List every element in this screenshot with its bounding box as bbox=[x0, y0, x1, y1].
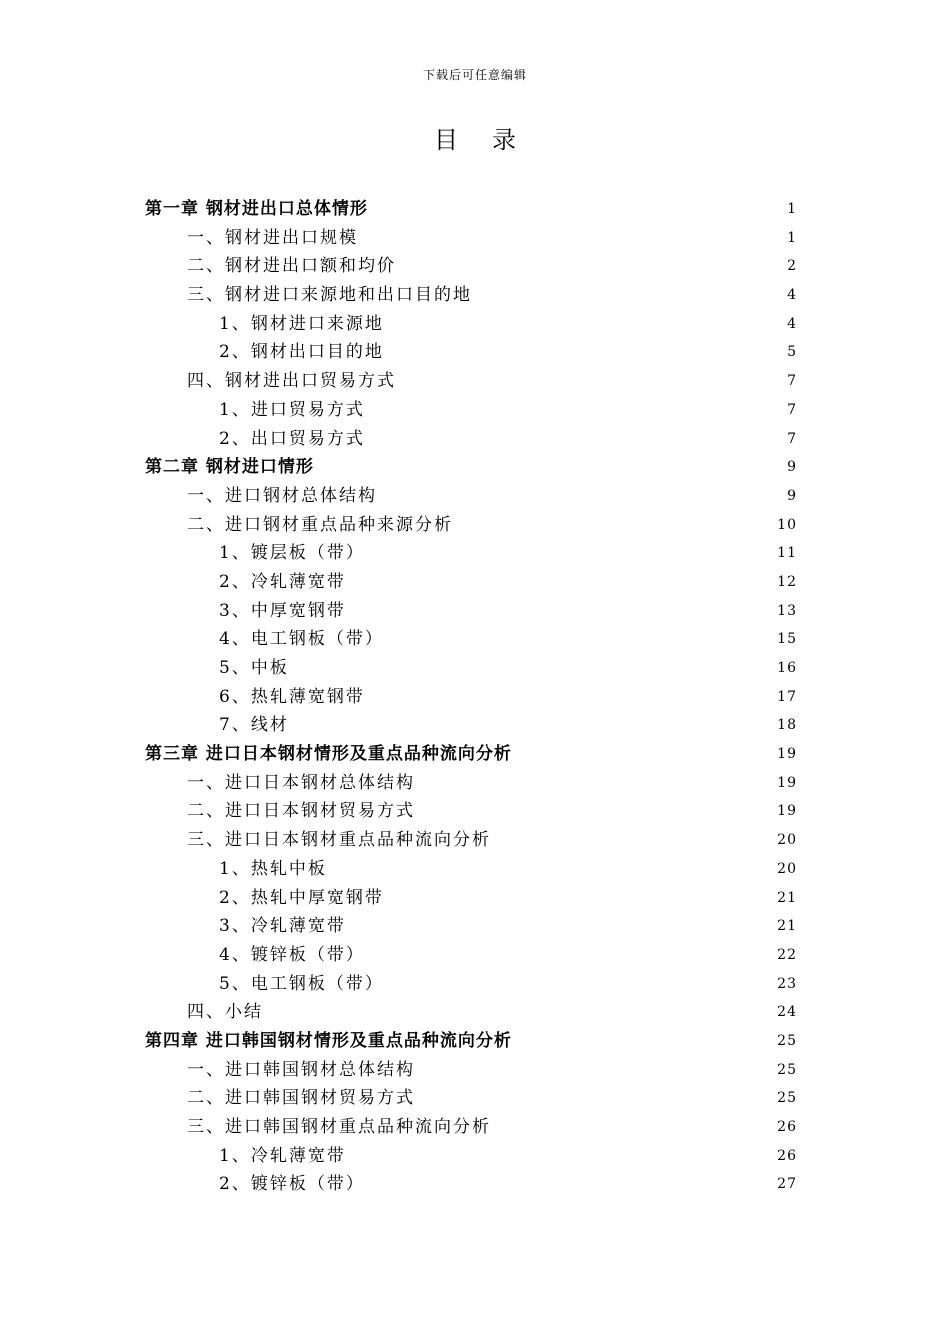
toc-section-entry[interactable] bbox=[145, 797, 800, 826]
toc-section-entry[interactable] bbox=[145, 310, 800, 339]
toc-section-entry[interactable] bbox=[145, 224, 800, 253]
toc-section-entry[interactable] bbox=[145, 625, 800, 654]
toc-entry-page-number: 24 bbox=[777, 1004, 797, 1021]
toc-entry-page-number: 17 bbox=[777, 688, 797, 705]
toc-entry-label: 第四章 进口韩国钢材情形及重点品种流向分析 bbox=[145, 1030, 512, 1051]
toc-entry-label: 1、热轧中板 bbox=[219, 858, 327, 879]
toc-entry-label: 1、冷轧薄宽带 bbox=[219, 1145, 346, 1166]
toc-entry-page-number: 5 bbox=[787, 344, 797, 361]
toc-section-entry[interactable] bbox=[145, 539, 800, 568]
toc-entry-label: 四、钢材进出口贸易方式 bbox=[187, 371, 396, 392]
toc-section-entry[interactable] bbox=[145, 941, 800, 970]
toc-entry-label: 4、镀锌板（带） bbox=[219, 944, 365, 965]
toc-entry-label: 三、钢材进口来源地和出口目的地 bbox=[187, 285, 472, 306]
toc-section-entry[interactable] bbox=[145, 482, 800, 511]
toc-entry-page-number: 23 bbox=[777, 975, 797, 992]
toc-section-entry[interactable] bbox=[145, 281, 800, 310]
title-char-2: 录 bbox=[492, 126, 516, 154]
toc-entry-page-number: 1 bbox=[787, 229, 797, 246]
toc-entry-label: 2、镀锌板（带） bbox=[219, 1174, 365, 1195]
toc-entry-page-number: 25 bbox=[777, 1061, 797, 1078]
toc-entry-page-number: 16 bbox=[777, 660, 797, 676]
toc-entry-label: 一、进口钢材总体结构 bbox=[187, 485, 377, 506]
toc-entry-page-number: 4 bbox=[787, 315, 797, 332]
toc-entry-label: 3、冷轧薄宽带 bbox=[219, 916, 346, 937]
toc-section-entry[interactable] bbox=[145, 367, 800, 396]
toc-entry-page-number: 19 bbox=[777, 803, 797, 820]
toc-entry-page-number: 9 bbox=[787, 459, 797, 476]
toc-entry-page-number: 27 bbox=[777, 1176, 797, 1193]
toc-section-entry[interactable] bbox=[145, 884, 800, 913]
toc-entry-page-number: 1 bbox=[787, 201, 797, 217]
toc-section-entry[interactable] bbox=[145, 855, 800, 884]
toc-section-entry[interactable] bbox=[145, 769, 800, 798]
toc-entry-page-number: 20 bbox=[777, 860, 797, 877]
toc-entry-page-number: 10 bbox=[777, 516, 797, 533]
toc-entry-label: 三、进口韩国钢材重点品种流向分析 bbox=[187, 1117, 491, 1137]
toc-entry-label: 二、进口钢材重点品种来源分析 bbox=[187, 514, 453, 535]
toc-entry-page-number: 7 bbox=[787, 401, 797, 418]
toc-entry-label: 二、钢材进出口额和均价 bbox=[187, 256, 396, 277]
toc-chapter-entry[interactable] bbox=[145, 195, 800, 224]
toc-entry-label: 2、钢材出口目的地 bbox=[219, 342, 384, 363]
toc-entry-label: 7、线材 bbox=[219, 715, 289, 736]
toc-section-entry[interactable] bbox=[145, 1142, 800, 1171]
toc-entry-page-number: 21 bbox=[777, 918, 797, 935]
toc-section-entry[interactable] bbox=[145, 711, 800, 740]
toc-entry-label: 三、进口日本钢材重点品种流向分析 bbox=[187, 830, 491, 851]
toc-section-entry[interactable] bbox=[145, 425, 800, 454]
toc-entry-label: 1、进口贸易方式 bbox=[219, 399, 365, 420]
toc-entry-label: 1、钢材进口来源地 bbox=[219, 313, 384, 334]
toc-entry-page-number: 18 bbox=[777, 717, 797, 734]
toc-section-entry[interactable] bbox=[145, 568, 800, 597]
toc-entry-page-number: 7 bbox=[787, 430, 797, 447]
toc-entry-label: 二、进口日本钢材贸易方式 bbox=[187, 801, 415, 822]
toc-section-entry[interactable] bbox=[145, 338, 800, 367]
toc-section-entry[interactable] bbox=[145, 998, 800, 1027]
toc-entry-label: 一、进口韩国钢材总体结构 bbox=[187, 1059, 415, 1080]
toc-entry-page-number: 26 bbox=[777, 1119, 797, 1135]
toc-entry-label: 2、出口贸易方式 bbox=[219, 428, 365, 449]
toc-chapter-entry[interactable] bbox=[145, 453, 800, 482]
toc-section-entry[interactable] bbox=[145, 597, 800, 626]
toc-entry-label: 一、进口日本钢材总体结构 bbox=[187, 772, 415, 793]
toc-section-entry[interactable] bbox=[145, 396, 800, 425]
toc-entry-page-number: 7 bbox=[787, 373, 797, 390]
toc-entry-page-number: 13 bbox=[777, 602, 797, 619]
toc-section-entry[interactable] bbox=[145, 654, 800, 683]
toc-section-entry[interactable] bbox=[145, 683, 800, 712]
toc-section-entry[interactable] bbox=[145, 1056, 800, 1085]
toc-entry-label: 2、热轧中厚宽钢带 bbox=[219, 887, 384, 908]
page-title bbox=[0, 120, 950, 155]
toc-list bbox=[145, 195, 800, 1199]
toc-entry-page-number: 25 bbox=[777, 1032, 797, 1049]
toc-entry-page-number: 22 bbox=[777, 946, 797, 963]
toc-entry-label: 4、电工钢板（带） bbox=[219, 629, 384, 650]
header-note: 下载后可任意编辑 bbox=[422, 68, 527, 82]
toc-entry-page-number: 11 bbox=[777, 545, 797, 562]
toc-section-entry[interactable] bbox=[145, 912, 800, 941]
toc-entry-label: 二、进口韩国钢材贸易方式 bbox=[187, 1088, 415, 1109]
toc-entry-label: 2、冷轧薄宽带 bbox=[219, 571, 346, 592]
toc-entry-page-number: 19 bbox=[777, 774, 797, 791]
toc-entry-label: 5、中板 bbox=[219, 658, 289, 678]
toc-section-entry[interactable] bbox=[145, 1113, 800, 1142]
toc-entry-label: 1、镀层板（带） bbox=[219, 543, 365, 564]
toc-entry-page-number: 19 bbox=[777, 746, 797, 763]
toc-entry-label: 3、中厚宽钢带 bbox=[219, 600, 346, 621]
toc-entry-page-number: 25 bbox=[777, 1090, 797, 1107]
toc-entry-label: 四、小结 bbox=[187, 1002, 263, 1023]
toc-section-entry[interactable] bbox=[145, 1084, 800, 1113]
toc-entry-page-number: 4 bbox=[787, 287, 797, 304]
toc-section-entry[interactable] bbox=[145, 511, 800, 540]
toc-entry-label: 5、电工钢板（带） bbox=[219, 973, 384, 994]
toc-entry-page-number: 12 bbox=[777, 573, 797, 590]
toc-entry-label: 第一章 钢材进出口总体情形 bbox=[145, 199, 368, 219]
toc-entry-label: 第三章 进口日本钢材情形及重点品种流向分析 bbox=[145, 744, 512, 765]
toc-entry-page-number: 21 bbox=[777, 889, 797, 906]
toc-entry-label: 一、钢材进出口规模 bbox=[187, 227, 358, 248]
toc-section-entry[interactable] bbox=[145, 1170, 800, 1199]
title-char-1: 目 bbox=[434, 126, 458, 154]
toc-entry-label: 6、热轧薄宽钢带 bbox=[219, 686, 365, 707]
toc-entry-page-number: 9 bbox=[787, 487, 797, 504]
toc-section-entry[interactable] bbox=[145, 252, 800, 281]
toc-entry-label: 第二章 钢材进口情形 bbox=[145, 457, 314, 478]
toc-entry-page-number: 26 bbox=[777, 1147, 797, 1164]
toc-chapter-entry[interactable] bbox=[145, 740, 800, 769]
toc-entry-page-number: 20 bbox=[777, 832, 797, 849]
toc-entry-page-number: 15 bbox=[777, 631, 797, 648]
toc-section-entry[interactable] bbox=[145, 970, 800, 999]
toc-entry-page-number: 2 bbox=[787, 258, 797, 275]
toc-section-entry[interactable] bbox=[145, 826, 800, 855]
toc-chapter-entry[interactable] bbox=[145, 1027, 800, 1056]
